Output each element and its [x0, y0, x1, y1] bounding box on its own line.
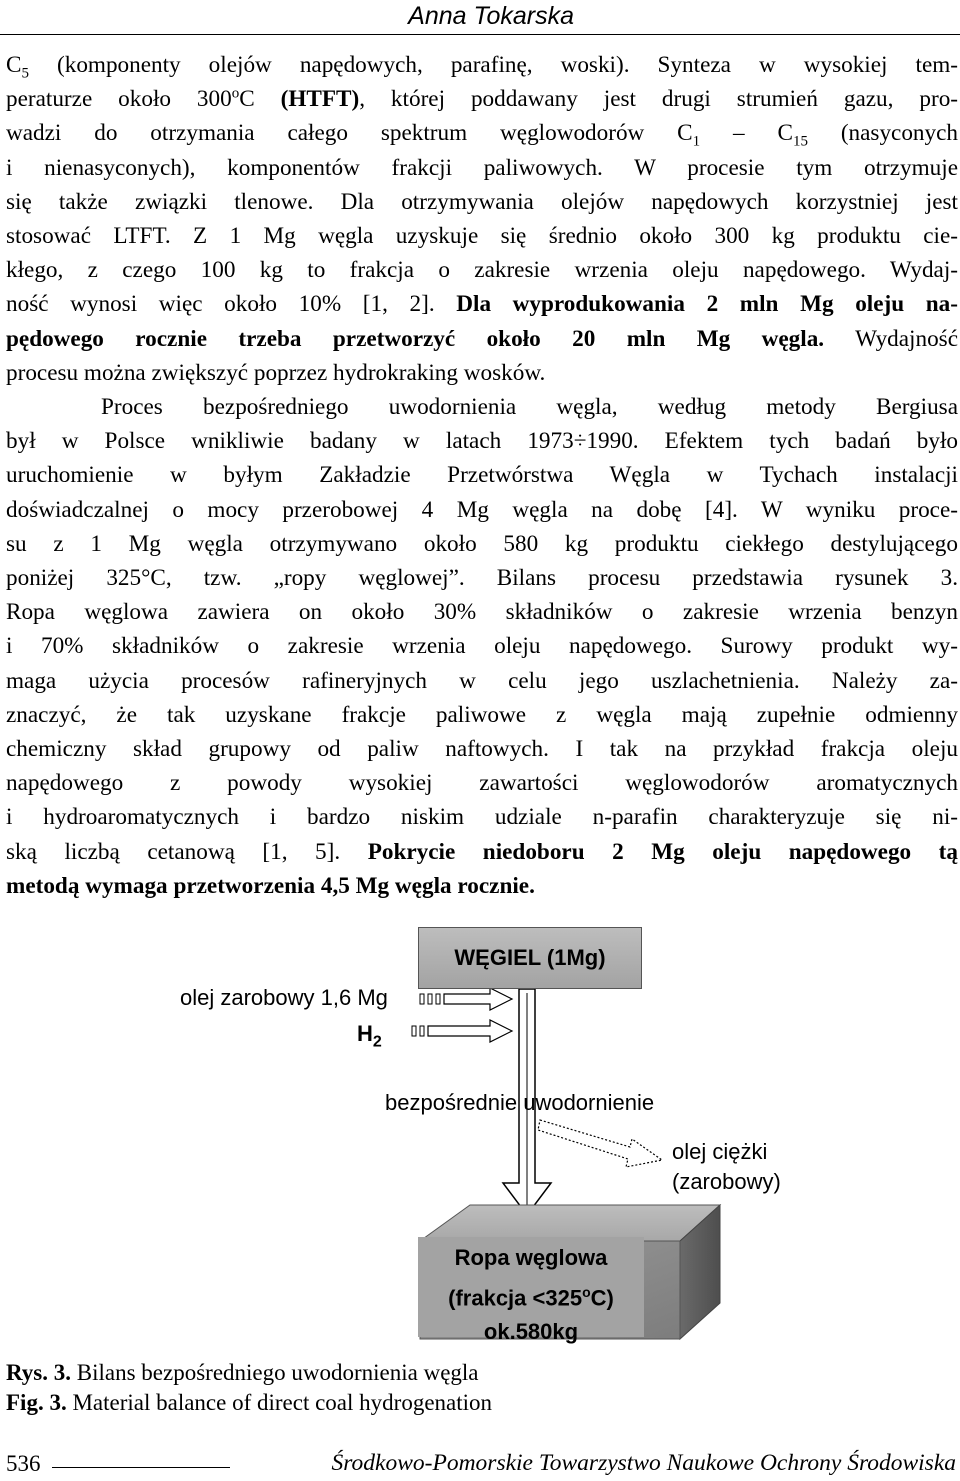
text-segment: Wydajność: [824, 325, 958, 352]
text-line: [6, 732, 958, 766]
text-line: [6, 151, 958, 185]
oil-input-label: olej zarobowy 1,6 Mg: [180, 985, 388, 1010]
header-rule: [0, 34, 960, 35]
text-line: [6, 664, 958, 698]
figure-caption-pl: [6, 1358, 479, 1388]
text-segment: stosować LTFT. Z 1 Mg węgla uzyskuje się średnio około 300 kg produktu cie-: [6, 223, 958, 250]
text-line: [6, 595, 958, 629]
text-segment: C: [6, 52, 22, 78]
text-segment: pędowego rocznie trzeba przetworzyć około 20 mln Mg węgla.: [6, 325, 825, 352]
text-segment: poniżej 325°C, tzw. „ropy węglowej”. Bilans procesu przedstawia rysunek 3.: [6, 565, 958, 592]
text-line: [6, 869, 958, 903]
heavy-oil-label-line2: (zarobowy): [672, 1169, 781, 1194]
text-segment: ność wynosi więc około 10% [1, 2].: [6, 291, 457, 318]
text-line: [6, 253, 958, 287]
text-segment: (komponenty olejów napędowych, parafinę, woski). Synteza w wysokiej tem-: [28, 52, 958, 78]
text-line: [6, 458, 958, 492]
caption-en-text: Material balance of direct coal hydrogenation: [66, 1390, 493, 1415]
product-label-line2: [418, 1275, 644, 1315]
text-line: [6, 185, 958, 219]
body-text: [6, 48, 958, 903]
text-segment: i 70% składników o zakresie wrzenia oleju napędowego. Surowy produkt wy-: [6, 633, 958, 660]
hydrogen-input-arrow: [412, 1020, 512, 1042]
text-segment: się także związki tlenowe. Dla otrzymywania olejów napędowych korzystniej jest: [6, 188, 958, 215]
figure-material-balance: [0, 915, 960, 1355]
text-line: [6, 766, 958, 800]
text-line: [6, 493, 958, 527]
footer-rule: [52, 1467, 230, 1468]
text-line: [6, 116, 958, 150]
text-segment: (nasyconych: [807, 120, 958, 147]
text-segment: Proces bezpośredniego uwodornienia węgla, według metody Bergiusa: [101, 394, 958, 421]
text-segment: uruchomienie w byłym Zakładzie Przetwórstwa Węgla w Tychach instalacji: [6, 462, 958, 489]
text-line: [6, 629, 958, 663]
text-segment: C: [239, 86, 281, 113]
text-segment: i nienasyconych), komponentów frakcji paliwowych. W procesie tym otrzymuje: [6, 154, 958, 181]
text-segment: (HTFT): [280, 86, 360, 113]
text-segment: maga użycia procesów rafineryjnych w celu jego uszlachetnienia. Należy za-: [6, 667, 958, 694]
text-segment: napędowego z powody wysokiej zawartości węglowodorów aromatycznych: [6, 770, 958, 797]
figure-caption-en: [6, 1388, 492, 1418]
paragraph-p2: [6, 390, 958, 903]
text-segment: chemiczny skład grupowy od paliw naftowych. I tak na przykład frakcja oleju: [6, 736, 958, 763]
text-line: [6, 287, 958, 321]
text-segment: znaczyć, że tak uzyskane frakcje paliwowe z węgla mają zupełnie odmienny: [6, 701, 958, 728]
text-segment: 5: [21, 65, 29, 82]
text-line: [6, 356, 958, 390]
text-segment: i hydroaromatycznych i bardzo niskim udziale n-parafin charakteryzuje się ni-: [6, 804, 958, 831]
text-segment: wadzi do otrzymania całego spektrum węglowodorów C: [6, 120, 693, 147]
text-line: [6, 835, 958, 869]
paragraph-p1: [6, 48, 958, 390]
degree-superscript: o: [582, 1284, 591, 1300]
text-segment: – C: [700, 120, 793, 147]
text-segment: Ropa węglowa zawiera on około 30% składników o zakresie wrzenia benzyn: [6, 599, 958, 626]
text-line: [6, 322, 958, 356]
text-segment: ską liczbą cetanową [1, 5].: [6, 838, 368, 865]
product-label-line1: Ropa węglowa: [454, 1245, 608, 1270]
text-line: [6, 698, 958, 732]
oil-input-arrow: [420, 988, 512, 1010]
text-line: [6, 424, 958, 458]
running-header-author: Anna Tokarska: [408, 2, 574, 30]
heavy-oil-output-arrow: [538, 1120, 662, 1167]
product-label-line2-unit: C): [590, 1285, 614, 1311]
product-label-line3: ok.580kg: [483, 1319, 579, 1345]
text-segment: 1: [692, 134, 701, 151]
text-segment: su z 1 Mg węgla otrzymywano około 580 kg produktu ciekłego destylującego: [6, 530, 958, 557]
text-line: [6, 219, 958, 253]
text-segment: , której poddawany jest drugi strumień gazu, pro-: [359, 86, 959, 113]
text-segment: doświadczalnej o mocy przerobowej 4 Mg węgla na dobę [4]. W wyniku proce-: [6, 496, 958, 523]
footer-journal: Środkowo-Pomorskie Towarzystwo Naukowe Ochrony Środowiska: [331, 1450, 956, 1476]
text-line: [6, 48, 958, 82]
caption-pl-text: Bilans bezpośredniego uwodornienia węgla: [71, 1360, 479, 1385]
heavy-oil-label: [672, 1137, 781, 1197]
text-segment: 15: [792, 134, 808, 151]
caption-en-label: Fig. 3.: [6, 1390, 67, 1415]
product-label: [418, 1241, 644, 1349]
text-segment: Dla wyprodukowania 2 mln Mg oleju na-: [456, 291, 958, 318]
hydrogen-label: [357, 1021, 382, 1051]
page-number: 536: [6, 1451, 41, 1476]
hydrogen-subscript: 2: [372, 1033, 382, 1051]
caption-pl-label: Rys. 3.: [6, 1360, 72, 1385]
hydrogen-symbol: H: [357, 1021, 373, 1046]
text-segment: peraturze około 300: [6, 86, 232, 113]
text-segment: o: [231, 85, 240, 102]
text-segment: procesu można zwiększyć poprzez hydrokraking wosków.: [6, 359, 546, 386]
text-line: [6, 82, 958, 116]
text-segment: metodą wymaga przetworzenia 4,5 Mg węgla rocznie.: [6, 872, 535, 899]
text-line: [6, 561, 958, 595]
text-segment: był w Polsce wnikliwie badany w latach 1973÷1990. Efektem tych badań było: [6, 428, 958, 455]
text-line: [6, 800, 958, 834]
text-segment: kłego, z czego 100 kg to frakcja o zakresie wrzenia oleju napędowego. Wydaj-: [6, 257, 958, 284]
process-label: bezpośrednie uwodornienie: [385, 1090, 655, 1115]
heavy-oil-label-line1: olej ciężki: [672, 1139, 768, 1164]
coal-input-box: WĘGIEL (1Mg): [418, 927, 642, 989]
text-segment: Pokrycie niedoboru 2 Mg oleju napędowego tą: [367, 838, 958, 865]
text-line: [6, 527, 958, 561]
product-label-line2-text: (frakcja <325: [448, 1285, 583, 1311]
text-line: [6, 390, 958, 424]
